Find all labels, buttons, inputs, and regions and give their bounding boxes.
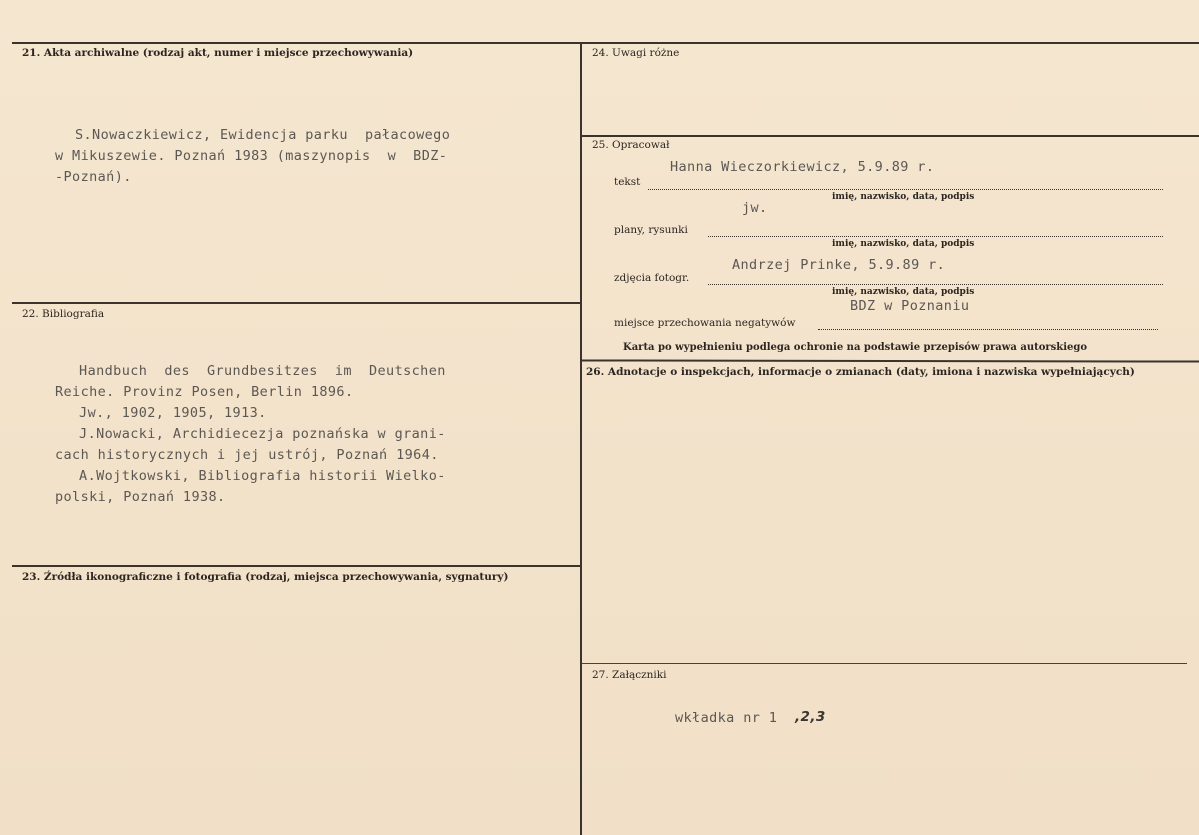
section-22-line-6: A.Wojtkowski, Bibliografia historii Wielko- <box>62 468 446 484</box>
divider-21-22 <box>12 302 580 304</box>
section-27-typed: wkładka nr 1 <box>675 710 778 726</box>
plany-label: plany, rysunki <box>614 224 688 236</box>
section-27-handwritten: ,2,3 <box>795 709 826 725</box>
zdjecia-caption: imię, nazwisko, data, podpis <box>832 287 975 297</box>
section-25-label: 25. Opracował <box>592 139 670 151</box>
section-21-label: 21. Akta archiwalne (rodzaj akt, numer i miejsce przechowywania) <box>22 47 414 59</box>
plany-caption: imię, nazwisko, data, podpis <box>832 239 975 249</box>
divider-25-26 <box>582 359 1199 362</box>
section-27-label: 27. Załączniki <box>592 669 667 681</box>
tekst-value: Hanna Wieczorkiewicz, 5.9.89 r. <box>670 159 935 175</box>
section-22-line-4: J.Nowacki, Archidiecezja poznańska w grani- <box>62 426 446 442</box>
center-divider <box>580 42 582 835</box>
zdjecia-label: zdjęcia fotogr. <box>614 272 690 284</box>
section-24-label: 24. Uwagi różne <box>592 47 680 59</box>
section-22-line-5: cach historycznych i jej ustrój, Poznań 1964. <box>55 447 439 463</box>
section-22-line-2: Reiche. Provinz Posen, Berlin 1896. <box>55 384 354 400</box>
section-23-label: 23. Źródła ikonograficzne i fotografia (rodzaj, miejsca przechowywania, sygnatury) <box>22 571 509 583</box>
plany-line <box>708 236 1163 237</box>
plany-value: jw. <box>742 200 768 216</box>
tekst-label: tekst <box>614 176 641 188</box>
tekst-line <box>648 189 1163 190</box>
divider-26-27 <box>582 663 1187 664</box>
karta-note: Karta po wypełnieniu podlega ochronie na podstawie przepisów prawa autorskiego <box>623 342 1088 353</box>
negatywy-line <box>818 329 1158 330</box>
section-21-line-1: S.Nowaczkiewicz, Ewidencja parku pałacowego <box>75 127 451 143</box>
tekst-caption: imię, nazwisko, data, podpis <box>832 192 975 202</box>
section-22-line-7: polski, Poznań 1938. <box>55 489 226 505</box>
section-22-line-1: Handbuch des Grundbesitzes im Deutschen <box>62 363 446 379</box>
section-26-label: 26. Adnotacje o inspekcjach, informacje o zmianach (daty, imiona i nazwiska wypełniających) <box>586 366 1135 378</box>
top-rule <box>12 42 1199 44</box>
zdjecia-line <box>708 284 1163 285</box>
zdjecia-value: Andrzej Prinke, 5.9.89 r. <box>732 257 946 273</box>
section-22-label: 22. Bibliografia <box>22 308 105 320</box>
section-22-line-3: Jw., 1902, 1905, 1913. <box>62 405 267 421</box>
divider-24-25 <box>582 135 1199 137</box>
negatywy-value: BDZ w Poznaniu <box>850 298 970 314</box>
divider-22-23 <box>12 565 580 567</box>
negatywy-label: miejsce przechowania negatywów <box>614 317 796 329</box>
section-21-line-3: -Poznań). <box>55 169 132 185</box>
section-21-line-2: w Mikuszewie. Poznań 1983 (maszynopis w BDZ- <box>55 148 448 164</box>
